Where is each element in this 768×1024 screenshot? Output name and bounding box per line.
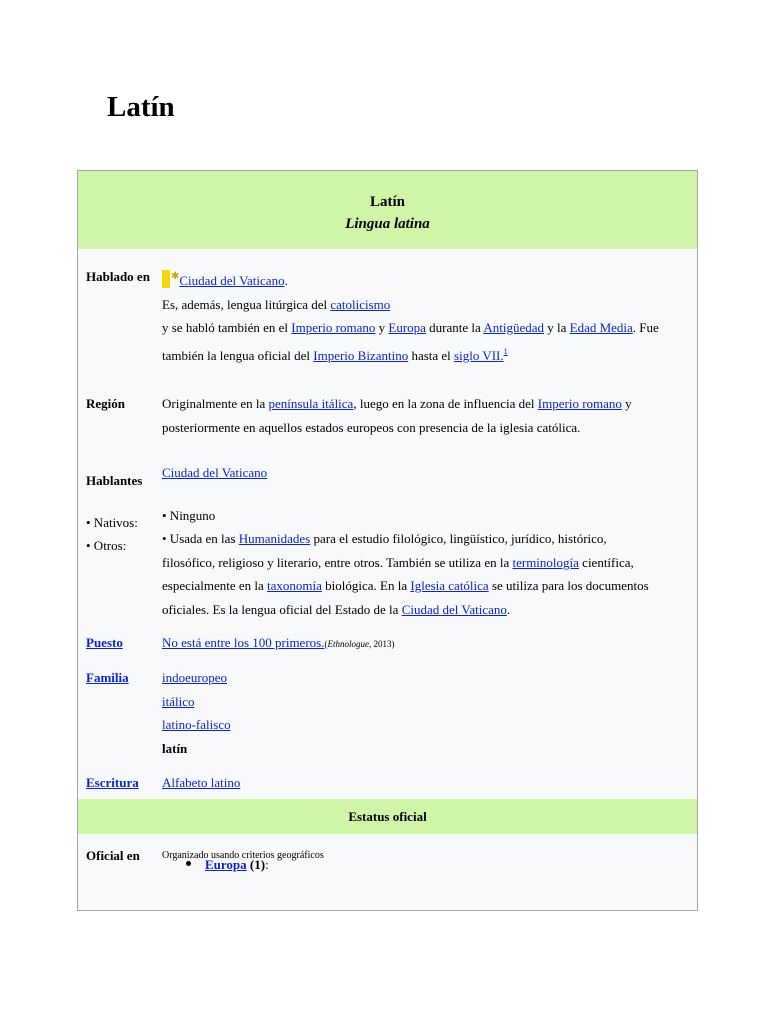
text: filosófico, religioso y literario, entre otros. También se utiliza en la: [162, 554, 513, 570]
link-imperio-romano[interactable]: Imperio romano: [291, 320, 376, 335]
link-puesto-value[interactable]: No está entre los 100 primeros.: [162, 635, 325, 650]
list-item-europa: [186, 857, 269, 873]
vatican-flag-icon[interactable]: [162, 270, 170, 288]
value-hablado-en: [162, 265, 685, 367]
text: y: [375, 320, 389, 335]
text: y la: [543, 320, 570, 335]
link-familia-item[interactable]: indoeuropeo: [162, 670, 227, 685]
text: especialmente en la: [162, 578, 268, 593]
value-puesto: [162, 631, 685, 657]
link-humanidades[interactable]: Humanidades: [238, 531, 311, 546]
value-escritura: [162, 771, 685, 795]
text: también la lengua oficial del: [162, 347, 314, 363]
text: para el estudio filológico, lingüístico, jurídico, histórico,: [310, 531, 607, 546]
source-name: Ethnologue: [327, 639, 369, 649]
text: (: [324, 639, 328, 649]
reference-1[interactable]: 1: [503, 346, 508, 356]
text: (1): [246, 857, 266, 872]
link-taxonomia[interactable]: taxonomía: [267, 578, 322, 593]
link-escritura[interactable]: Escritura: [86, 775, 139, 790]
link-imperio-bizantino[interactable]: Imperio Bizantino: [313, 347, 409, 363]
value-familia: [162, 666, 685, 760]
label-nativos: • Nativos:: [86, 515, 138, 530]
text: científica,: [578, 554, 634, 570]
text: y: [621, 396, 632, 411]
link-familia-item[interactable]: itálico: [162, 693, 195, 709]
label-region: Región: [86, 396, 125, 411]
link-edad-media[interactable]: Edad Media: [569, 320, 633, 335]
text: .: [506, 601, 511, 617]
note-oficial-en: Organizado usando criterios geográficos: [162, 850, 324, 861]
link-terminologia[interactable]: terminología: [512, 554, 579, 570]
label-otros: • Otros:: [86, 538, 127, 553]
label-hablantes: Hablantes: [86, 473, 143, 488]
infobox-header: [78, 171, 697, 249]
link-europa[interactable]: Europa: [388, 320, 426, 335]
link-ciudad-del-vaticano-2[interactable]: Ciudad del Vaticano: [162, 465, 268, 480]
link-europa-oficial[interactable]: Europa: [205, 857, 247, 872]
value-nativos: • Ninguno: [162, 507, 216, 523]
text: durante la: [425, 320, 484, 335]
link-peninsula-italica[interactable]: península itálica: [268, 396, 354, 411]
link-siglo-vii[interactable]: siglo VII.: [454, 347, 504, 363]
infobox-name: Latín: [369, 194, 405, 210]
link-ciudad-del-vaticano-3[interactable]: Ciudad del Vaticano: [401, 601, 507, 617]
text: oficiales. Es la lengua oficial del Estado de la: [162, 601, 402, 617]
page-title: Latín: [107, 91, 175, 123]
text: Originalmente en la: [162, 396, 269, 411]
text: hasta el: [408, 347, 455, 363]
label-hablado-en: Hablado en: [86, 269, 150, 284]
link-imperio-romano-2[interactable]: Imperio romano: [537, 396, 622, 411]
link-antiguedad[interactable]: Antigüedad: [483, 320, 544, 335]
link-familia[interactable]: Familia: [86, 670, 129, 685]
flag-star-icon: ✱: [171, 271, 180, 282]
value-hablantes: [162, 461, 685, 621]
label-oficial-en: Oficial en: [86, 848, 140, 863]
link-puesto[interactable]: Puesto: [86, 635, 123, 650]
text: :: [265, 857, 269, 872]
infobox-native-name: Lingua latina: [345, 216, 430, 232]
text: posteriormente en aquellos estados europeos con presencia de la iglesia católica.: [162, 419, 581, 435]
text: y se habló también en el: [162, 320, 292, 335]
section-estatus-oficial: Estatus oficial: [78, 799, 697, 834]
text: , 2013): [368, 639, 395, 649]
value-otros: [162, 527, 685, 621]
link-alfabeto-latino[interactable]: Alfabeto latino: [162, 775, 241, 790]
infobox: [77, 170, 698, 911]
text: se utiliza para los documentos: [488, 578, 649, 593]
link-iglesia-catolica[interactable]: Iglesia católica: [410, 578, 489, 593]
text: .: [284, 273, 288, 288]
text: . Fue: [632, 320, 659, 335]
link-familia-item[interactable]: latino-falisco: [162, 717, 231, 732]
link-catolicismo[interactable]: catolicismo: [330, 296, 391, 312]
familia-current: latín: [162, 740, 188, 756]
link-ciudad-del-vaticano[interactable]: Ciudad del Vaticano: [179, 273, 285, 288]
text: • Usada en las: [162, 531, 239, 546]
bullet-icon: [186, 861, 191, 866]
text: , luego en la zona de influencia del: [353, 396, 538, 411]
text: Es, además, lengua litúrgica del: [162, 296, 331, 312]
text: biológica. En la: [321, 578, 411, 593]
value-region: [162, 392, 685, 439]
